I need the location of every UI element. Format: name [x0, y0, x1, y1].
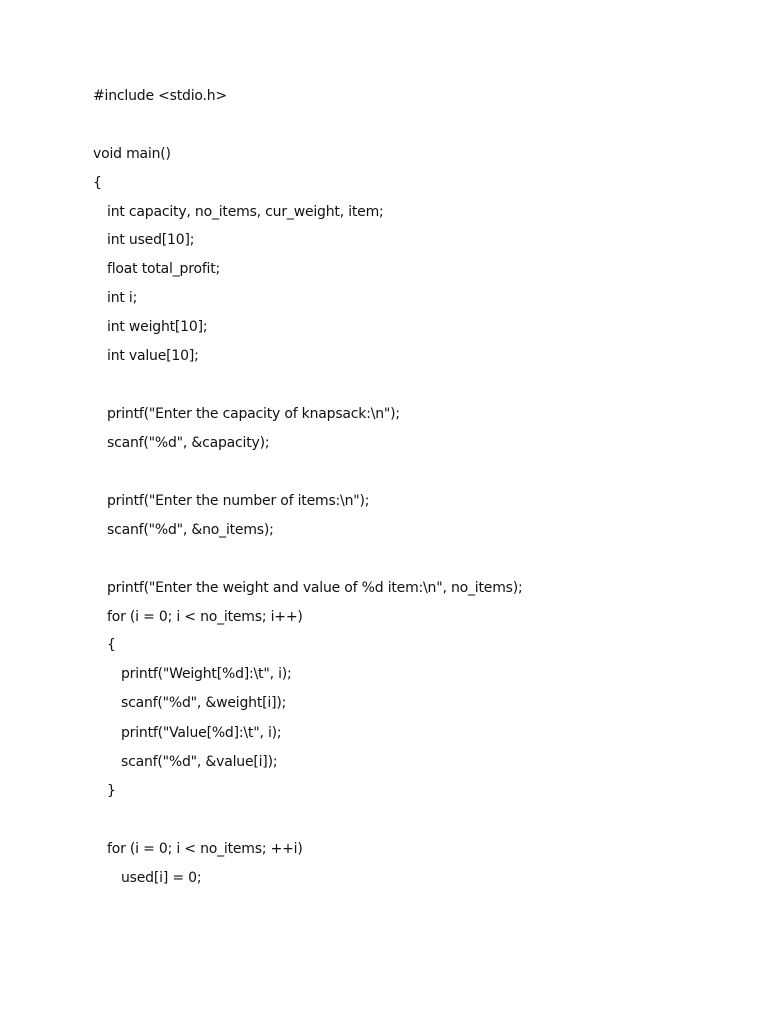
code-line: int value[10];: [107, 348, 199, 364]
code-line: int i;: [107, 290, 138, 306]
code-line: scanf("%d", &weight[i]);: [121, 695, 287, 711]
code-line: for (i = 0; i < no_items; ++i): [107, 841, 303, 857]
code-line: {: [93, 175, 102, 191]
code-line: scanf("%d", &no_items);: [107, 522, 274, 538]
code-line: for (i = 0; i < no_items; i++): [107, 609, 303, 625]
code-line: }: [107, 783, 116, 799]
code-line: printf("Value[%d]:\t", i);: [121, 725, 282, 741]
code-line: printf("Weight[%d]:\t", i);: [121, 666, 292, 682]
code-line: int capacity, no_items, cur_weight, item;: [107, 204, 384, 220]
code-line: void main(): [93, 146, 171, 162]
code-line: printf("Enter the number of items:\n");: [107, 493, 370, 509]
code-line: printf("Enter the capacity of knapsack:\n");: [107, 406, 400, 422]
code-line: printf("Enter the weight and value of %d item:\n", no_items);: [107, 580, 523, 596]
code-line: scanf("%d", &value[i]);: [121, 754, 278, 770]
code-line: float total_profit;: [107, 261, 221, 277]
code-line: {: [107, 637, 116, 653]
code-line: #include <stdio.h>: [93, 88, 227, 104]
code-line: scanf("%d", &capacity);: [107, 435, 270, 451]
code-line: int used[10];: [107, 232, 195, 248]
code-line: int weight[10];: [107, 319, 208, 335]
code-line: used[i] = 0;: [121, 870, 202, 886]
